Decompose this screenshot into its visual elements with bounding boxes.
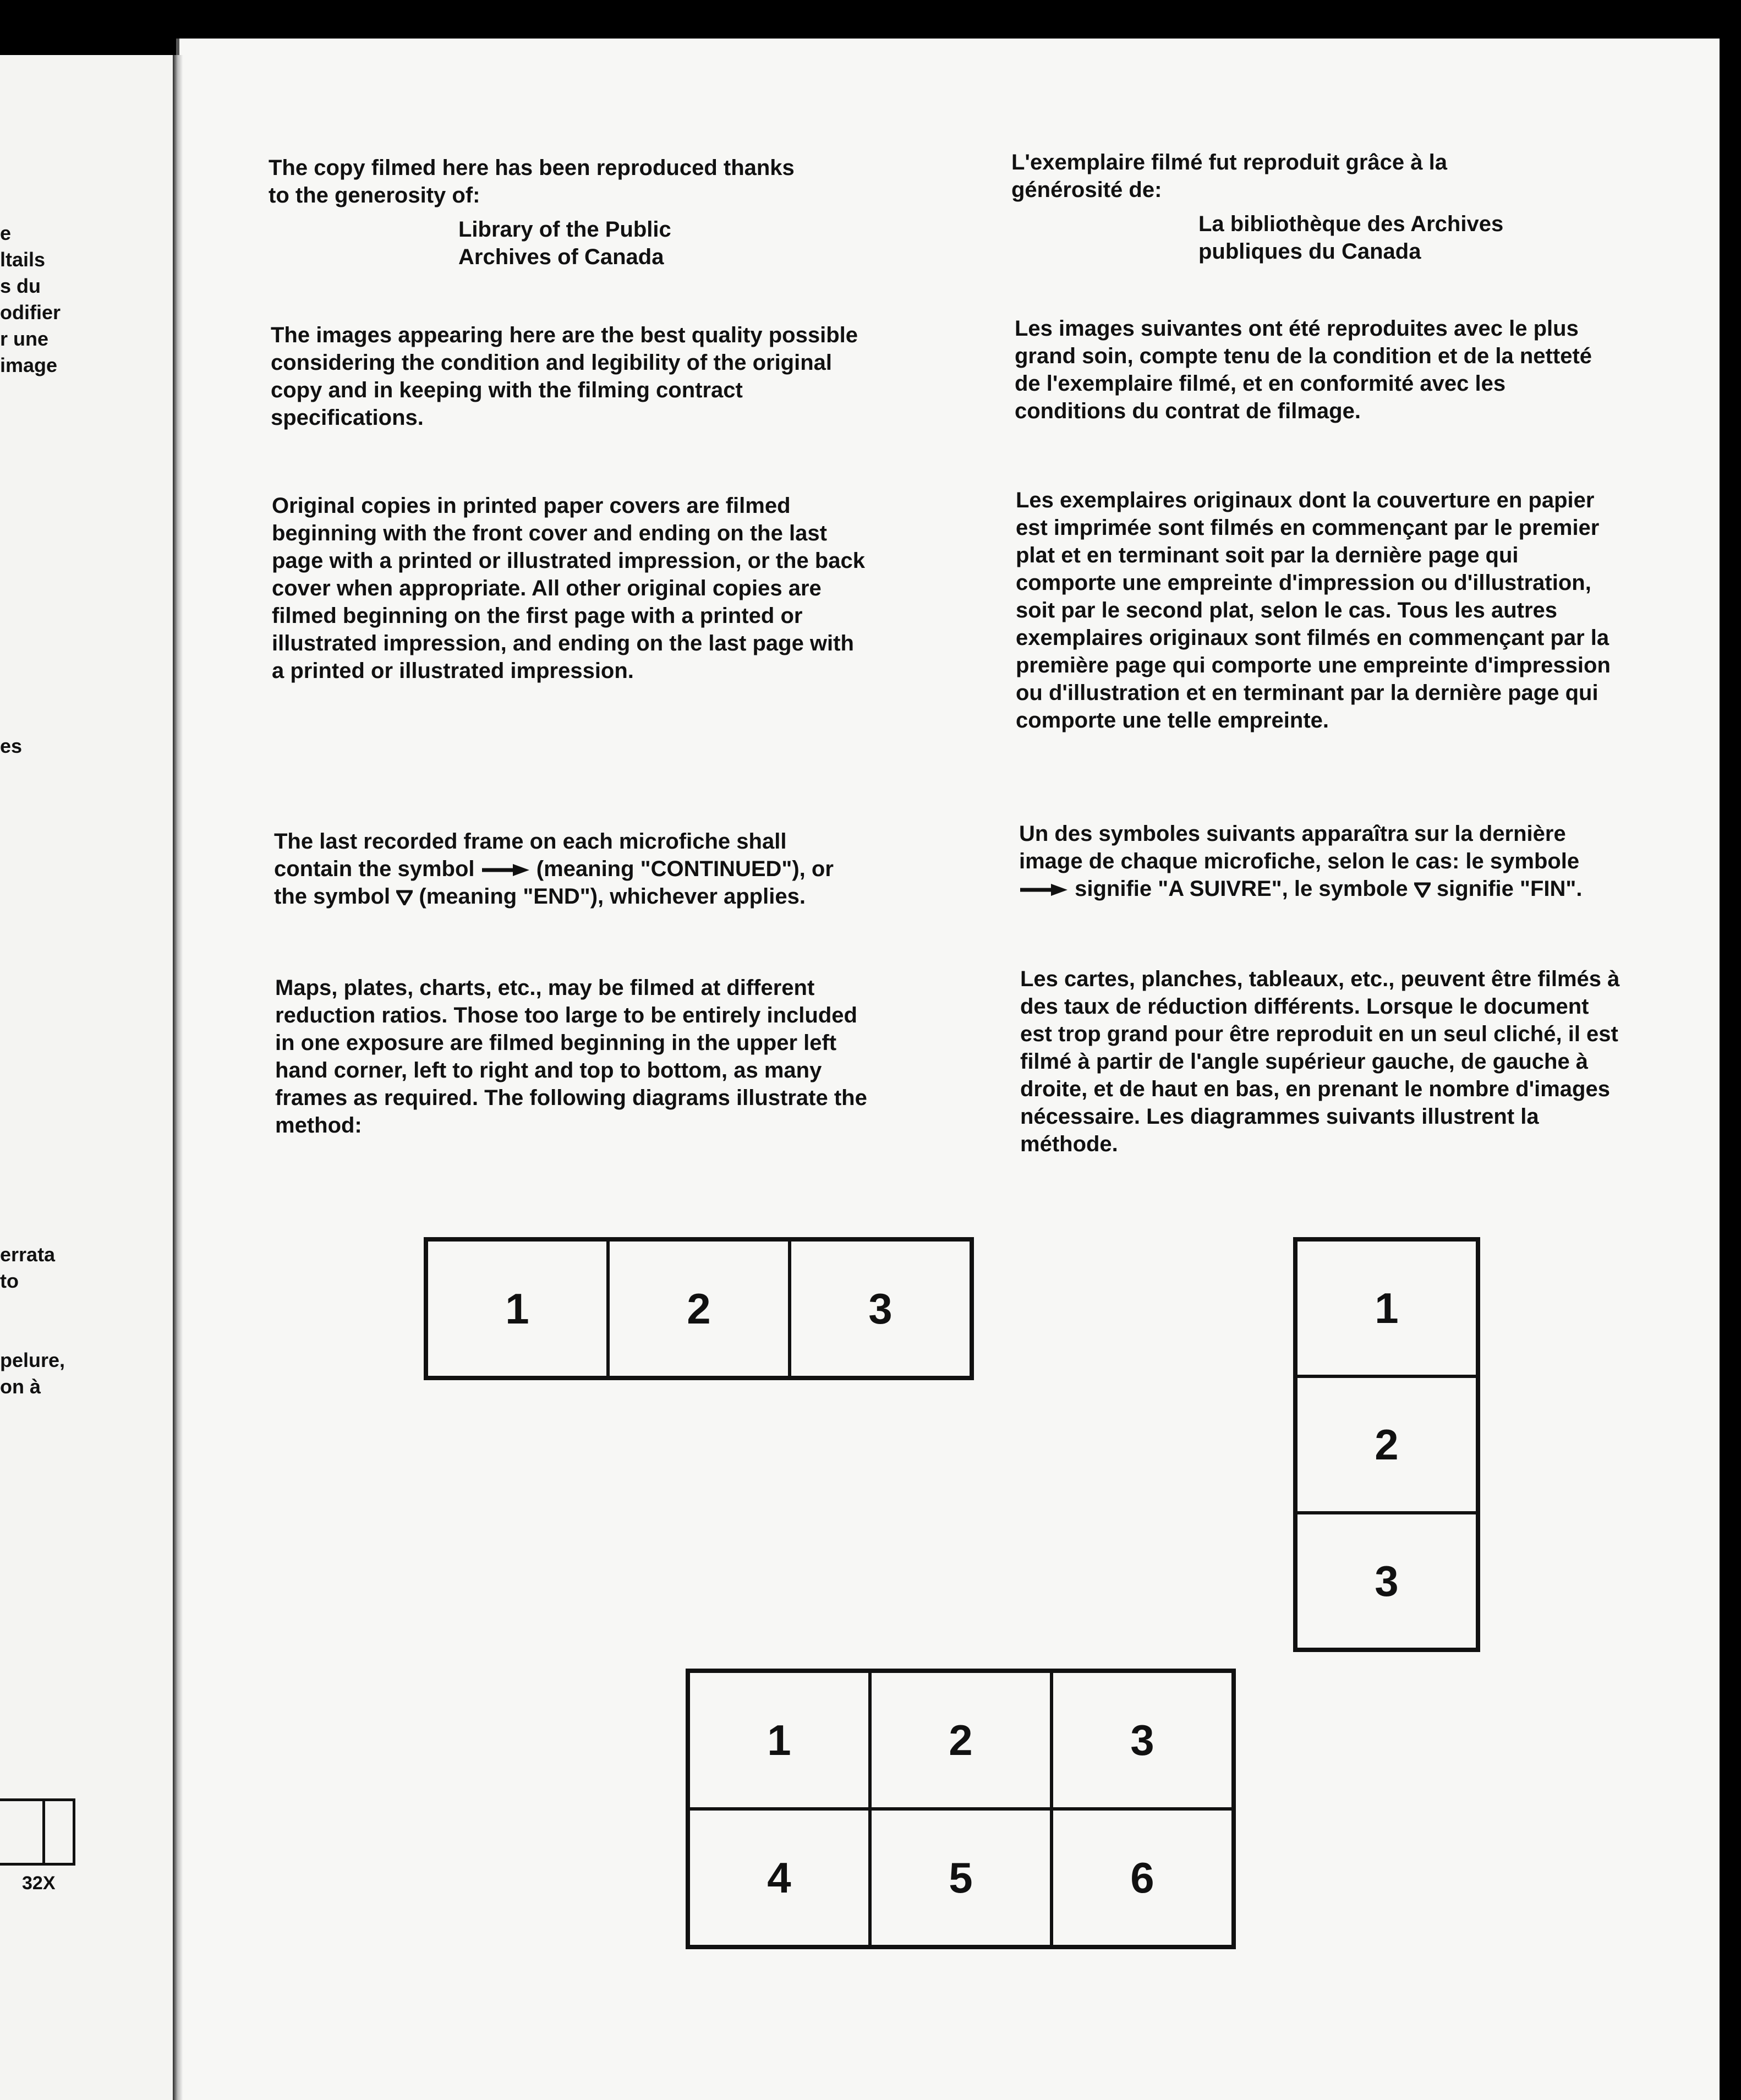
scale-box (0, 1798, 45, 1866)
fragment-line: e (0, 222, 12, 244)
continued-arrow-icon (1019, 883, 1069, 897)
french-thanks-line: générosité de: (1011, 178, 1162, 202)
diagram-cell: 2 (870, 1671, 1052, 1809)
diagram-cell: 3 (790, 1240, 971, 1377)
french-symbol-text: Un des symboles suivants apparaîtra sur la dernière image de chaque microfiche, selon le cas: le symbole (1019, 822, 1580, 873)
diagram-cell: 1 (688, 1671, 870, 1809)
french-originals-paragraph: Les exemplaires originaux dont la couverture en papier est imprimée sont filmés en commençant par le premier plat et en terminant soit par la dernière page qui comporte une empreinte d'impression ou d'illustration, soit par le second plat, selon le cas. Tous les autres exemplaires originaux sont filmés en commençant par la première page qui comporte une empreinte d'impression ou d'illustration et en terminant par la dernière page qui comporte une telle empreinte. (1016, 488, 1611, 732)
english-library-line: Archives of Canada (458, 245, 664, 269)
fragment-line: r une (0, 327, 49, 350)
english-symbol-text: The last recorded frame on each microfiche shall contain the symbol (274, 829, 787, 881)
fragment-line: odifier (0, 301, 61, 324)
french-symbol-text: signifie "FIN". (1436, 877, 1583, 901)
fragment-line: errata (0, 1243, 56, 1266)
scale-label: 32X (22, 1873, 56, 1894)
diagram-cell: 2 (608, 1240, 790, 1377)
fragment-line: s du (0, 275, 41, 297)
fragment-line: pelure, (0, 1349, 65, 1371)
page-fold (173, 55, 183, 2100)
english-library-line: Library of the Public (458, 217, 671, 242)
french-quality-paragraph: Les images suivantes ont été reproduites avec le plus grand soin, compte tenu de la condition et de la netteté de l'exemplaire filmé, et en conformité avec les conditions du contrat de filmage. (1015, 316, 1592, 423)
fragment-line: on à (0, 1375, 41, 1398)
diagram-cell: 1 (426, 1240, 608, 1377)
french-symbol-paragraph (1019, 820, 1624, 903)
fragment-line: es (0, 735, 23, 757)
fragment-line: ltails (0, 248, 46, 271)
continued-arrow-icon (481, 863, 530, 877)
end-triangle-icon (396, 890, 413, 905)
english-thanks-line: The copy filmed here has been reproduced thanks (269, 156, 795, 180)
french-library-line: publiques du Canada (1198, 239, 1421, 264)
diagram-cell: 2 (1296, 1376, 1477, 1513)
french-thanks-line: L'exemplaire filmé fut reproduit grâce à la (1011, 150, 1447, 174)
french-library-line: La bibliothèque des Archives (1198, 212, 1504, 236)
diagram-cell: 4 (688, 1809, 870, 1946)
diagram-cell: 5 (870, 1809, 1052, 1946)
english-thanks-line: to the generosity of: (269, 183, 480, 207)
diagram-cell: 6 (1052, 1809, 1233, 1946)
scale-box (40, 1798, 75, 1866)
diagram-row-three (424, 1237, 974, 1380)
diagram-column-three (1293, 1237, 1480, 1652)
fragment-line: image (0, 354, 58, 376)
diagram-grid-six (686, 1669, 1236, 1949)
diagram-cell: 3 (1296, 1513, 1477, 1649)
end-triangle-icon (1414, 882, 1431, 898)
french-symbol-text: signifie "A SUIVRE", le symbole (1075, 877, 1408, 901)
english-maps-paragraph: Maps, plates, charts, etc., may be filmed at different reduction ratios. Those too large to be entirely included in one exposure are filmed beginning in the upper left hand corner, left to right and top to bottom, as many frames as required. The following diagrams illustrate the method: (275, 976, 867, 1138)
english-symbol-text: (meaning "CONTINUED"), or the symbol (274, 857, 834, 909)
english-originals-paragraph: Original copies in printed paper covers are filmed beginning with the front cover and ending on the last page with a printed or illustrated impression, or the back cover when appropriate. All other original copies are filmed beginning on the first page with a printed or illustrated impression, and ending on the last page with a printed or illustrated impression. (272, 494, 865, 683)
diagram-cell: 3 (1052, 1671, 1233, 1809)
right-dark-edge (1720, 39, 1741, 2100)
diagram-cell: 1 (1296, 1240, 1477, 1376)
french-maps-paragraph: Les cartes, planches, tableaux, etc., peuvent être filmés à des taux de réduction différents. Lorsque le document est trop grand pour être reproduit en un seul cliché, il est filmé à partir de l'angle supérieur gauche, de gauche à droite, et de haut en bas, en prenant le nombre d'images nécessaire. Les diagrammes suivants illustrent la méthode. (1020, 967, 1620, 1156)
french-column (1011, 149, 1617, 265)
english-quality-paragraph: The images appearing here are the best quality possible considering the condition and legibility of the original copy and in keeping with the filming contract specifications. (271, 323, 858, 430)
fragment-line: to (0, 1270, 19, 1292)
english-symbol-paragraph (274, 828, 868, 910)
english-column (269, 154, 885, 271)
english-symbol-text: (meaning "END"), whichever applies. (419, 884, 806, 909)
